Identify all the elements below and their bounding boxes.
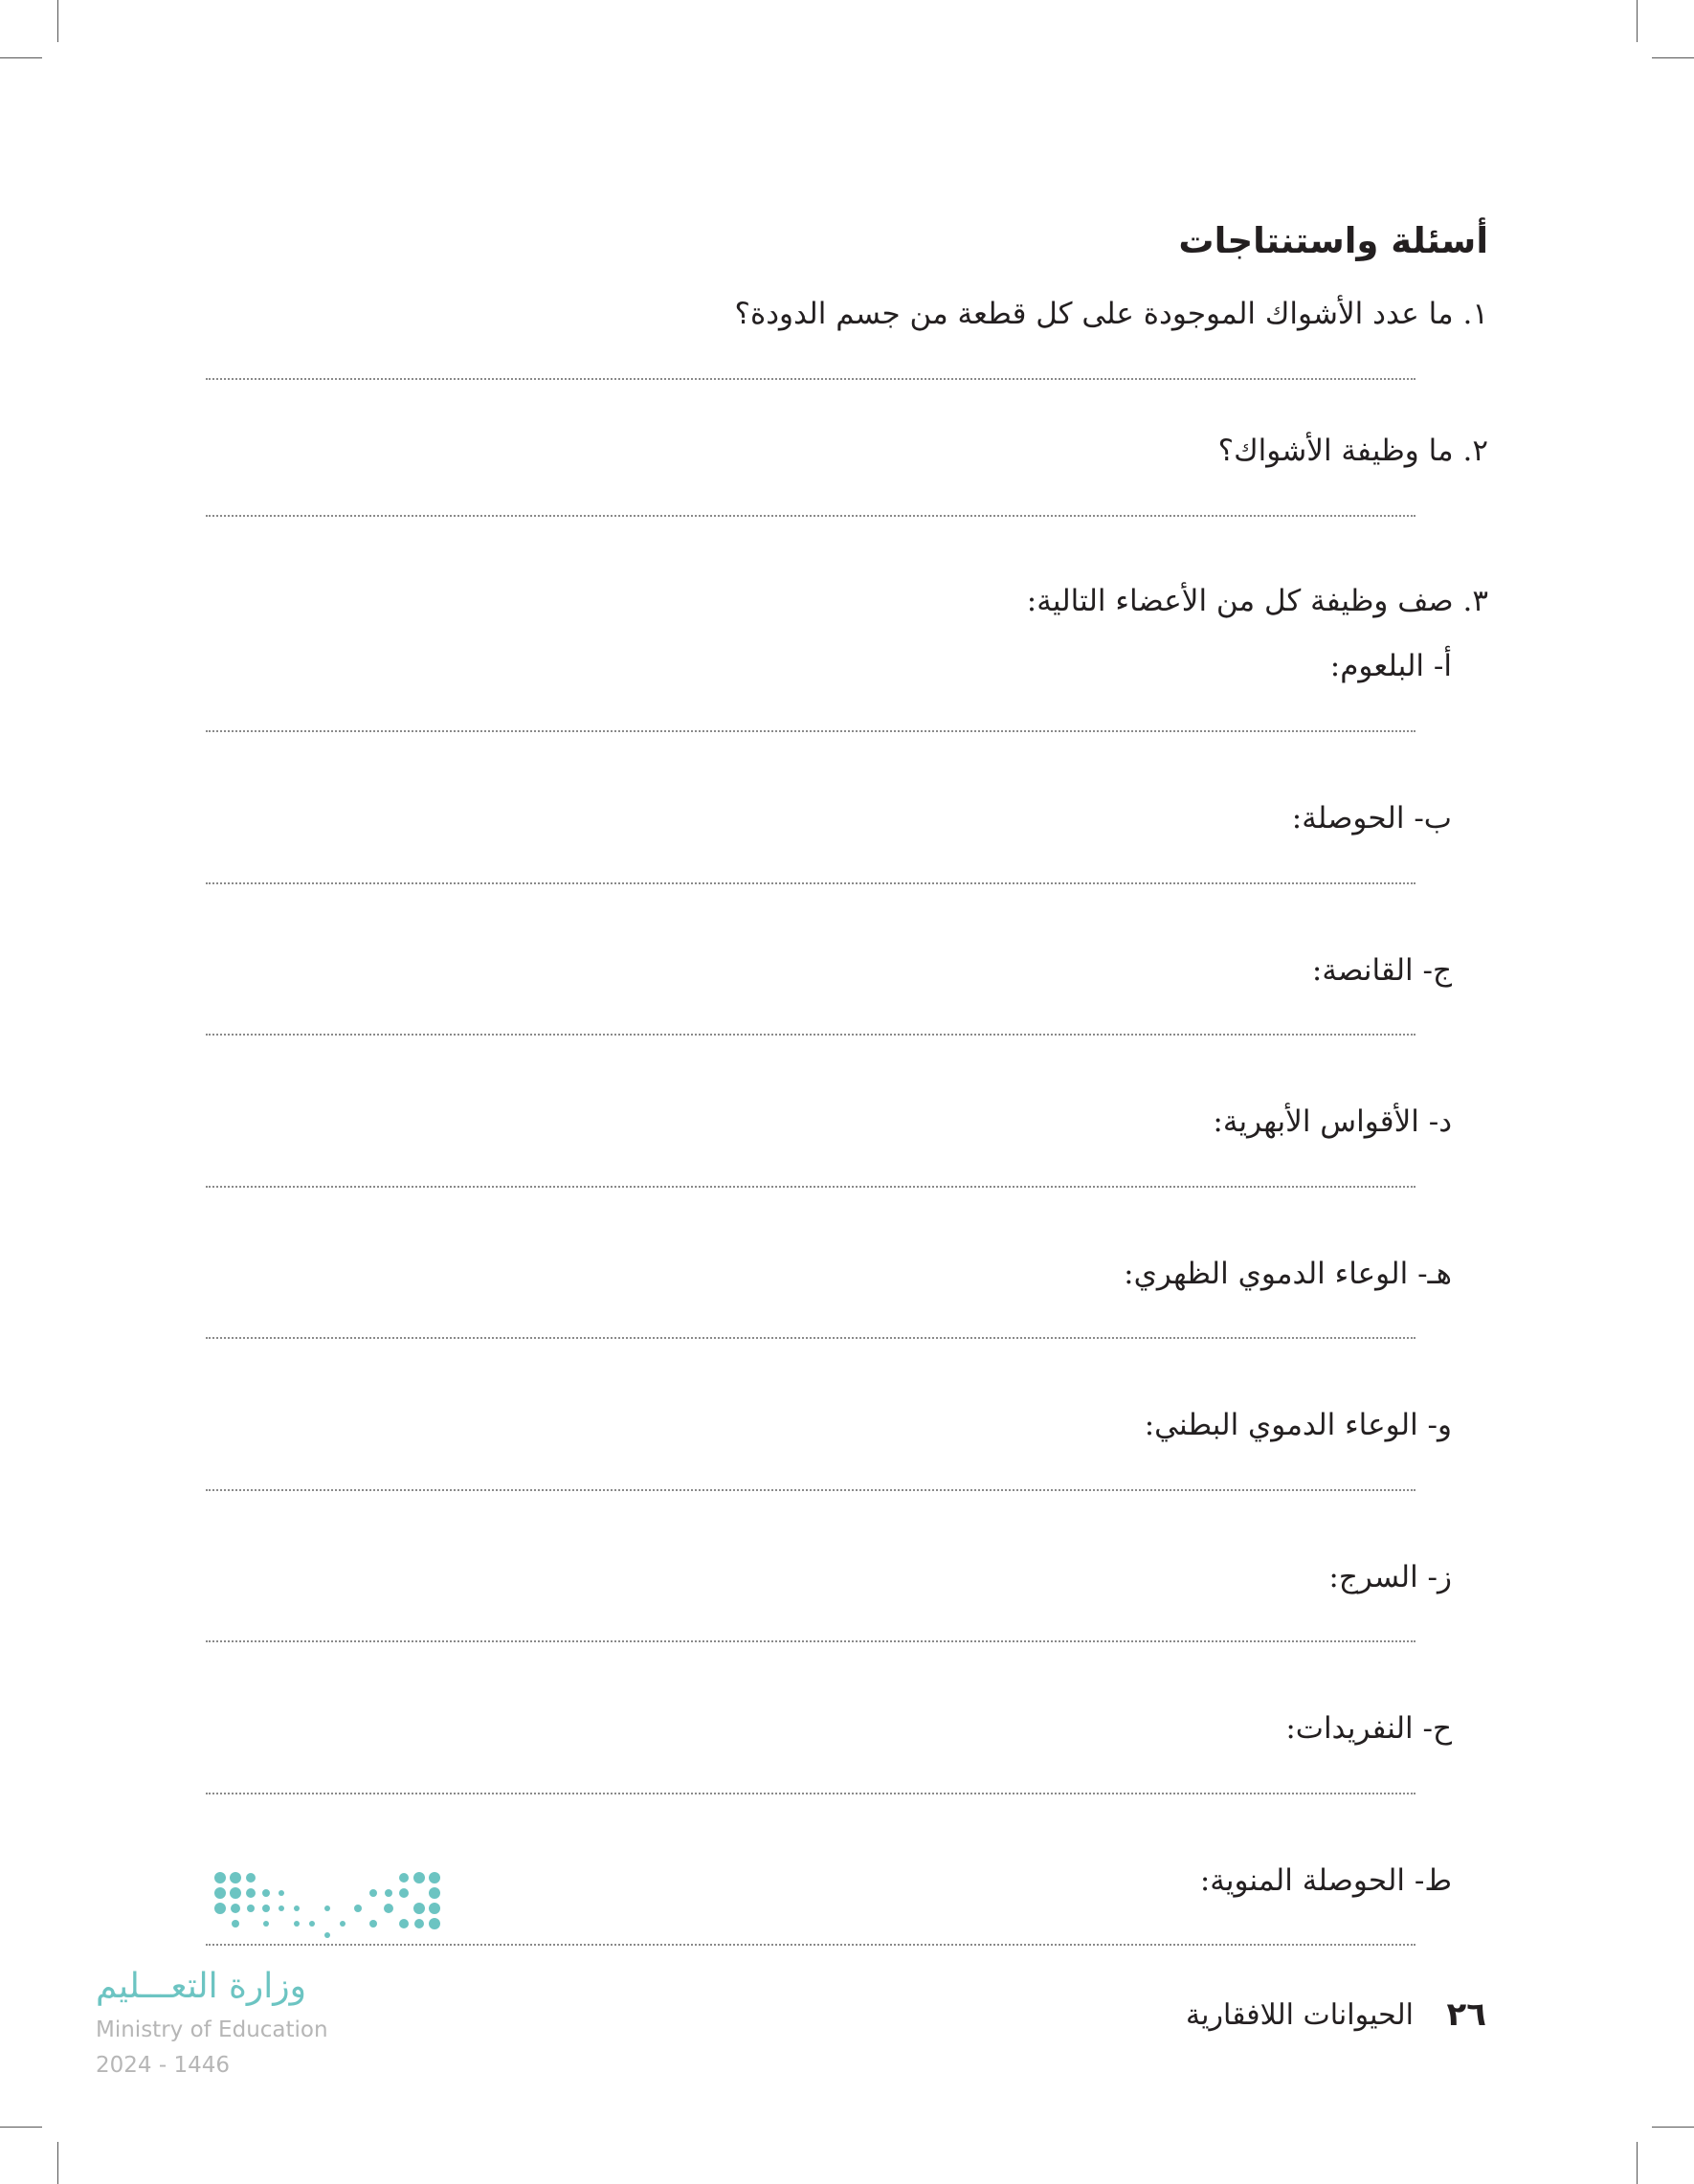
- sub-item-a: أ- البلعوم:: [1329, 649, 1452, 683]
- ministry-year: 2024 - 1446: [96, 2053, 230, 2078]
- crop-mark: [0, 57, 42, 58]
- ministry-logo-icon: [211, 1868, 450, 1945]
- answer-line-h[interactable]: [206, 1793, 1415, 1794]
- answer-line-d[interactable]: [206, 1186, 1415, 1188]
- crop-mark: [1637, 0, 1638, 42]
- sub-item-g: ز- السرج:: [1328, 1560, 1452, 1594]
- crop-mark: [0, 2127, 42, 2128]
- sub-item-e: هـ- الوعاء الدموي الظهري:: [1124, 1257, 1452, 1291]
- question-1: ١. ما عدد الأشواك الموجودة على كل قطعة من جسم الدودة؟: [734, 297, 1488, 331]
- answer-line-f[interactable]: [206, 1489, 1415, 1491]
- question-3: ٣. صف وظيفة كل من الأعضاء التالية:: [1026, 584, 1488, 618]
- sub-item-f: و- الوعاء الدموي البطني:: [1144, 1408, 1452, 1442]
- crop-mark: [1637, 2142, 1638, 2184]
- answer-line-1[interactable]: [206, 378, 1415, 380]
- sub-item-h: ح- النفريدات:: [1285, 1711, 1452, 1746]
- page-number: ٢٦: [1446, 1995, 1486, 2034]
- ministry-name-ar: وزارة التعـــليم: [96, 1967, 307, 2006]
- question-2: ٢. ما وظيفة الأشواك؟: [1217, 434, 1488, 468]
- crop-mark: [57, 2142, 58, 2184]
- answer-line-a[interactable]: [206, 730, 1415, 732]
- sub-item-b: ب- الحوصلة:: [1291, 801, 1452, 836]
- crop-mark: [57, 0, 58, 42]
- sub-item-c: ج- القانصة:: [1311, 953, 1452, 988]
- answer-line-c[interactable]: [206, 1034, 1415, 1036]
- chapter-title: الحيوانات اللافقارية: [1186, 1998, 1414, 2032]
- answer-line-g[interactable]: [206, 1640, 1415, 1642]
- section-title: أسئلة واستنتاجات: [1178, 220, 1488, 261]
- answer-line-b[interactable]: [206, 882, 1415, 884]
- answer-line-2[interactable]: [206, 515, 1415, 517]
- crop-mark: [1652, 57, 1694, 58]
- sub-item-d: د- الأقواس الأبهرية:: [1213, 1104, 1452, 1139]
- answer-line-e[interactable]: [206, 1337, 1415, 1339]
- ministry-name-en: Ministry of Education: [96, 2017, 328, 2042]
- sub-item-i: ط- الحوصلة المنوية:: [1199, 1863, 1452, 1898]
- crop-mark: [1652, 2127, 1694, 2128]
